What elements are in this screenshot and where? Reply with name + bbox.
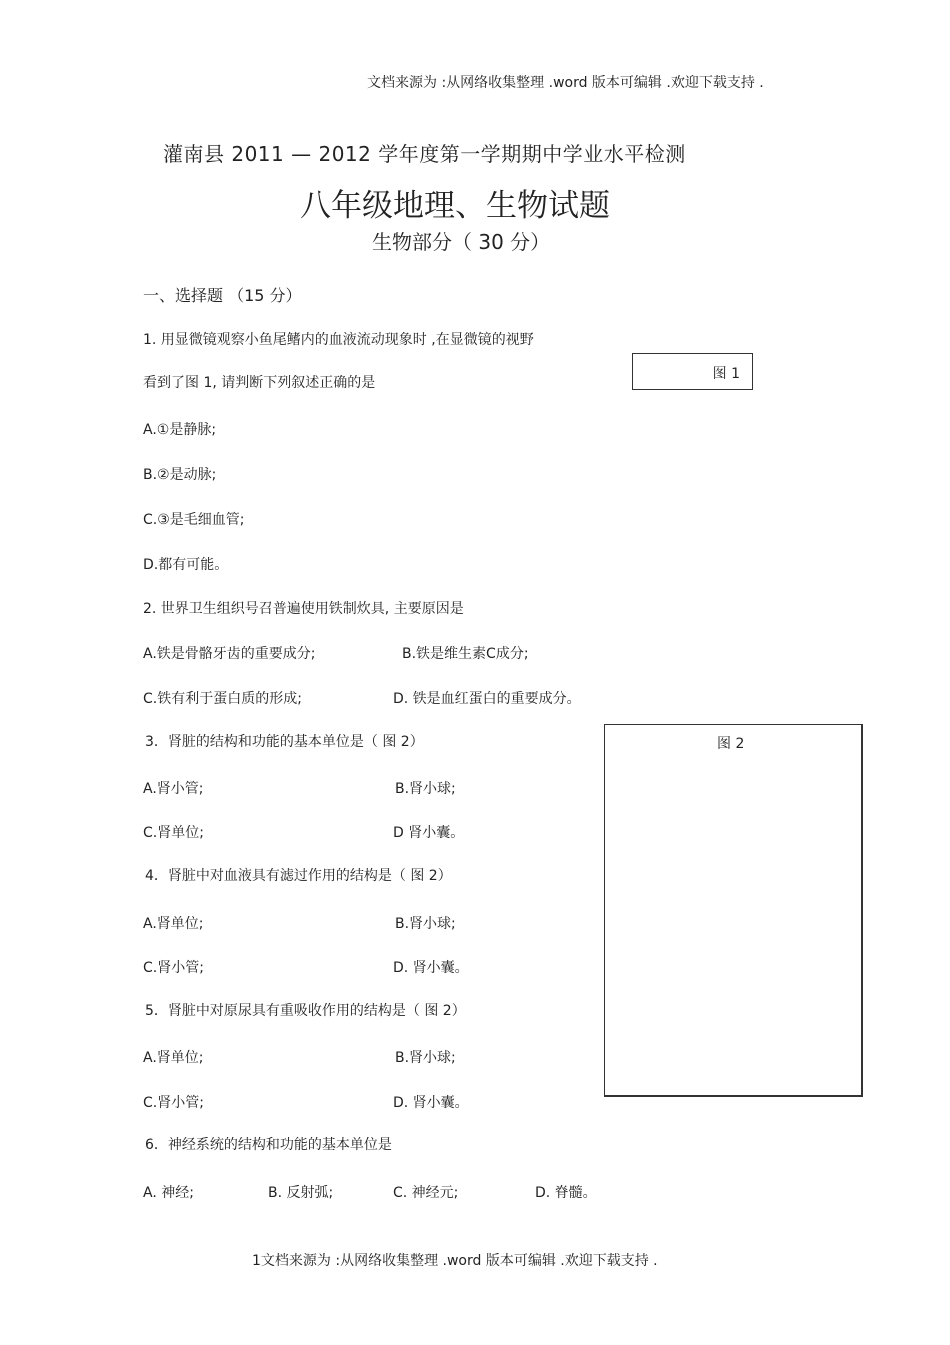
figure-1-box: [632, 353, 753, 390]
figure-1-label: 图 1: [712, 366, 740, 382]
q4-option-d: D. 肾小囊。: [393, 960, 469, 976]
q6-option-c: C. 神经元;: [393, 1185, 459, 1201]
q5-option-d: D. 肾小囊。: [393, 1095, 469, 1111]
q2-option-b: B.铁是维生素C成分;: [402, 646, 529, 662]
q5-option-c: C.肾小管;: [143, 1095, 204, 1111]
q1-option-b: B.②是动脉;: [143, 467, 217, 483]
q6-stem: 6．神经系统的结构和功能的基本单位是: [145, 1137, 392, 1153]
q2-option-d: D. 铁是血红蛋白的重要成分。: [393, 691, 581, 707]
q2-option-a: A.铁是骨骼牙齿的重要成分;: [143, 646, 316, 662]
q4-option-a: A.肾单位;: [143, 916, 204, 932]
q3-option-c: C.肾单位;: [143, 825, 204, 841]
q5-stem: 5．肾脏中对原尿具有重吸收作用的结构是（ 图 2）: [145, 1003, 466, 1019]
q4-option-c: C.肾小管;: [143, 960, 204, 976]
figure-2-box: [604, 724, 863, 1097]
q6-option-a: A. 神经;: [143, 1185, 194, 1201]
q3-option-a: A.肾小管;: [143, 781, 204, 797]
page-footer: 1文档来源为 :从网络收集整理 .word 版本可编辑 .欢迎下载支持 .: [252, 1253, 658, 1269]
page-header: 文档来源为 :从网络收集整理 .word 版本可编辑 .欢迎下载支持 .: [367, 75, 764, 91]
q1-stem-line2: 看到了图 1, 请判断下列叙述正确的是: [143, 375, 376, 391]
q1-stem-line1: 1. 用显微镜观察小鱼尾鳍内的血液流动现象时 ,在显微镜的视野: [143, 332, 534, 348]
q4-option-b: B.肾小球;: [395, 916, 456, 932]
q5-option-b: B.肾小球;: [395, 1050, 456, 1066]
section-heading: 一、选择题 （15 分）: [143, 286, 302, 305]
q2-option-c: C.铁有利于蛋白质的形成;: [143, 691, 302, 707]
q6-option-d: D. 脊髓。: [535, 1185, 597, 1201]
q6-option-b: B. 反射弧;: [268, 1185, 334, 1201]
q5-option-a: A.肾单位;: [143, 1050, 204, 1066]
q4-stem: 4．肾脏中对血液具有滤过作用的结构是（ 图 2）: [145, 868, 452, 884]
q2-stem: 2. 世界卫生组织号召普遍使用铁制炊具, 主要原因是: [143, 601, 464, 617]
exam-title: 灌南县 2011 — 2012 学年度第一学期期中学业水平检测: [163, 142, 686, 166]
figure-2-label: 图 2: [717, 736, 745, 752]
q3-option-b: B.肾小球;: [395, 781, 456, 797]
q1-option-a: A.①是静脉;: [143, 422, 217, 438]
section-part-title: 生物部分（ 30 分）: [372, 230, 551, 254]
q1-option-d: D.都有可能。: [143, 557, 229, 573]
q1-option-c: C.③是毛细血管;: [143, 512, 245, 528]
q3-option-d: D 肾小囊。: [393, 825, 465, 841]
exam-subject-title: 八年级地理、生物试题: [300, 188, 610, 224]
q3-stem: 3．肾脏的结构和功能的基本单位是（ 图 2）: [145, 734, 424, 750]
